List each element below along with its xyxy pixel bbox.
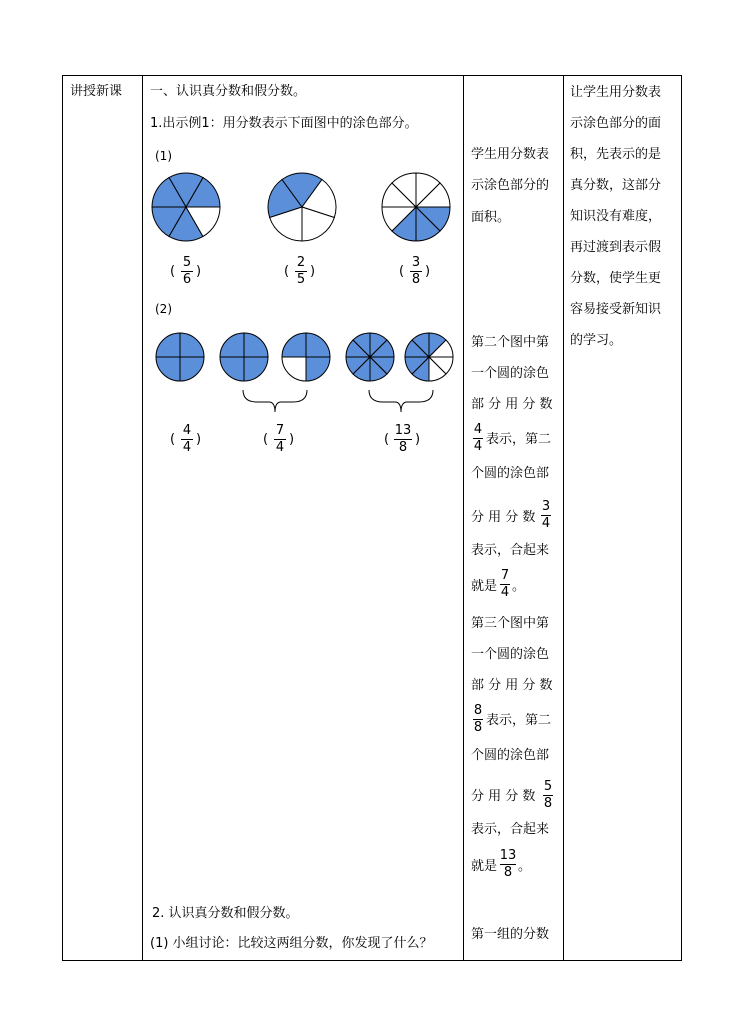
col3-p2-period: 。	[512, 579, 526, 594]
numerator: 4	[473, 422, 483, 437]
denominator: 8	[543, 796, 553, 811]
answer-fraction-3-8	[409, 256, 423, 287]
pie-quarters-full	[155, 332, 205, 382]
answer-fraction-2-5	[294, 256, 308, 287]
col4-line3: 积，先表示的是	[570, 147, 662, 162]
lesson-heading: 一、认识真分数和假分数。	[150, 84, 307, 99]
col3-p3-line5: 分 用 分 数	[471, 789, 536, 804]
shaded-sector	[282, 333, 306, 357]
section-label: 讲授新课	[70, 84, 123, 99]
denominator: 4	[182, 440, 192, 455]
denominator: 8	[503, 865, 513, 880]
numerator: 5	[543, 779, 553, 794]
shaded-sector	[244, 357, 268, 381]
pie-quarters-full-2	[219, 332, 269, 382]
numerator: 2	[296, 255, 306, 270]
col4-line2: 示涂色部分的面	[570, 116, 662, 131]
paren-open: (	[284, 264, 290, 279]
pie-five-sixths	[151, 172, 221, 242]
paren-close: )	[196, 432, 202, 447]
numerator: 8	[473, 703, 483, 718]
inline-fraction-13-8	[499, 849, 517, 880]
part-2-label: (2)	[155, 302, 172, 316]
table-right-border	[681, 75, 682, 961]
table-bottom-border	[62, 960, 682, 961]
col4-line6: 再过渡到表示假	[570, 240, 662, 255]
shaded-sector	[306, 333, 330, 357]
denominator: 4	[500, 585, 510, 600]
column-divider-3	[563, 75, 564, 961]
paren-open: (	[384, 432, 390, 447]
col3-p3-after-frac1: 表示，第二	[486, 713, 552, 728]
shaded-sector	[244, 333, 268, 357]
pie-three-quarters	[281, 332, 331, 382]
answer-fraction-5-6	[180, 256, 194, 287]
shaded-sector	[180, 357, 204, 381]
brace-right-group	[367, 388, 435, 414]
col3-p2-after-frac1: 表示，第二	[486, 432, 552, 447]
paren-close: )	[425, 264, 431, 279]
pie-five-eighths	[404, 332, 454, 382]
empty-sector	[282, 357, 306, 381]
numerator: 3	[541, 499, 551, 514]
inline-fraction-8-8	[472, 704, 484, 735]
col3-p1-line1: 学生用分数表	[471, 147, 550, 162]
table-top-border	[62, 75, 682, 76]
answer-fraction-7-4	[273, 424, 287, 455]
paren-close: )	[310, 264, 316, 279]
numerator: 13	[499, 848, 517, 863]
denominator: 5	[296, 272, 306, 287]
numerator: 5	[182, 255, 192, 270]
table-left-border	[62, 75, 63, 961]
col3-p4: 第一组的分数	[471, 927, 550, 942]
col3-p2-line1: 第二个图中第	[471, 335, 550, 350]
denominator: 4	[541, 516, 551, 531]
pie-two-fifths	[267, 172, 337, 242]
paren-close: )	[289, 432, 295, 447]
col3-p1-line3: 面积。	[471, 210, 511, 225]
col4-line8: 容易接受新知识	[570, 302, 662, 317]
denominator: 8	[473, 720, 483, 735]
numerator: 3	[411, 255, 421, 270]
inline-fraction-4-4	[472, 423, 484, 454]
numerator: 13	[394, 423, 412, 438]
col4-line9: 的学习。	[570, 333, 623, 348]
paren-open: (	[263, 432, 269, 447]
col3-p2-line7: 就是	[471, 579, 498, 594]
brace-left-group	[241, 388, 309, 414]
pie-three-eighths	[381, 172, 451, 242]
paren-open: (	[170, 264, 176, 279]
pie-eighths-full	[345, 332, 395, 382]
inline-fraction-5-8	[542, 780, 554, 811]
paren-close: )	[415, 432, 421, 447]
shaded-sector	[220, 333, 244, 357]
col3-p3-line6: 表示，合起来	[471, 822, 550, 837]
example-1-text: 1.出示例1：用分数表示下面图中的涂色部分。	[150, 116, 418, 131]
denominator: 4	[275, 440, 285, 455]
paren-close: )	[196, 264, 202, 279]
col4-line5: 知识没有难度，	[570, 209, 662, 224]
col3-p2-line2: 一个圆的涂色	[471, 366, 550, 381]
denominator: 6	[182, 272, 192, 287]
shaded-sector	[156, 333, 180, 357]
col3-p3-line1: 第三个图中第	[471, 616, 550, 631]
shaded-sector	[156, 357, 180, 381]
discussion-prompt: (1) 小组讨论：比较这两组分数，你发现了什么？	[150, 936, 433, 951]
col3-p2-line4: 个圆的涂色部	[471, 466, 550, 481]
inline-fraction-7-4	[499, 569, 511, 600]
part-1-label: (1)	[155, 149, 172, 163]
col3-p2-line3: 部 分 用 分 数	[471, 397, 553, 412]
denominator: 8	[411, 272, 421, 287]
col3-p2-line6: 表示，合起来	[471, 543, 550, 558]
answer-fraction-13-8	[393, 424, 413, 455]
shaded-sector	[306, 357, 330, 381]
answer-fraction-4-4	[180, 424, 194, 455]
col3-p3-line7: 就是	[471, 859, 498, 874]
col3-p3-line2: 一个圆的涂色	[471, 647, 550, 662]
col3-p3-period: 。	[518, 859, 532, 874]
col3-p1-line2: 示涂色部分的	[471, 178, 550, 193]
col4-line1: 让学生用分数表	[570, 85, 662, 100]
numerator: 4	[182, 423, 192, 438]
column-divider-2	[463, 75, 464, 961]
column-divider-1	[142, 75, 143, 961]
col4-line7: 分数，使学生更	[570, 271, 662, 286]
numerator: 7	[500, 568, 510, 583]
shaded-sector	[220, 357, 244, 381]
denominator: 4	[473, 439, 483, 454]
numerator: 7	[275, 423, 285, 438]
paren-open: (	[399, 264, 405, 279]
shaded-sector	[180, 333, 204, 357]
section-2-heading: 2. 认识真分数和假分数。	[152, 906, 299, 921]
inline-fraction-3-4	[540, 500, 552, 531]
paren-open: (	[170, 432, 176, 447]
col3-p2-line5: 分 用 分 数	[471, 510, 536, 525]
col3-p3-line3: 部 分 用 分 数	[471, 678, 553, 693]
denominator: 8	[398, 440, 408, 455]
col3-p3-line4: 个圆的涂色部	[471, 748, 550, 763]
col4-line4: 真分数，这部分	[570, 178, 662, 193]
